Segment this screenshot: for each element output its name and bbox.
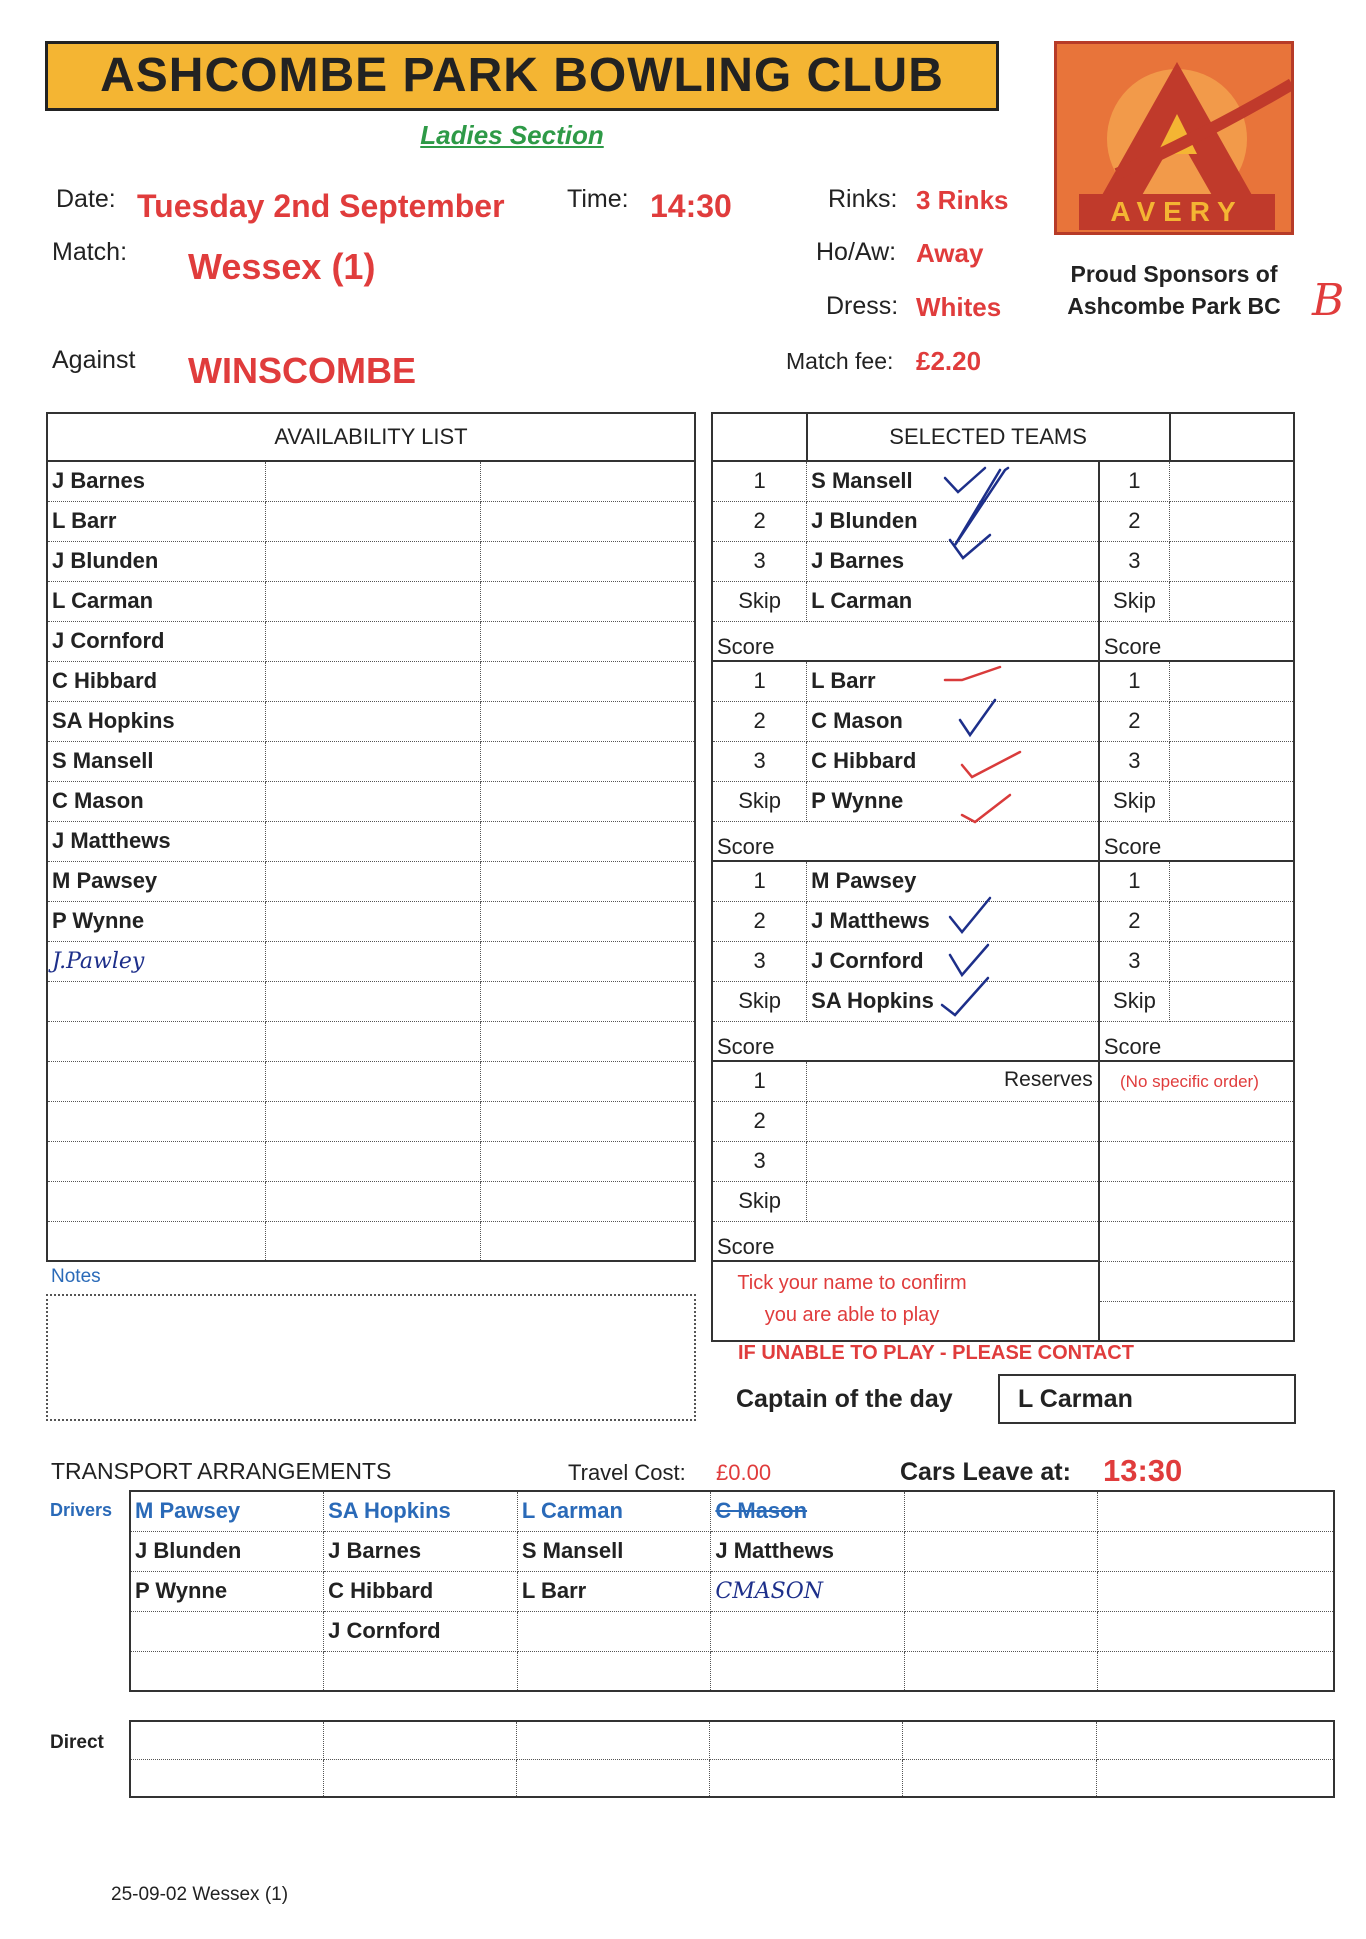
- sponsor-text: Proud Sponsors of Ashcombe Park BC: [1067, 261, 1281, 319]
- player-name: SA Hopkins: [807, 981, 1099, 1021]
- player-name: J Matthews: [807, 901, 1099, 941]
- club-title: ASHCOMBE PARK BOWLING CLUB: [45, 41, 999, 111]
- score-label: Score: [712, 1021, 1099, 1061]
- opp-score-label: Score: [1099, 1021, 1294, 1061]
- selected-title: SELECTED TEAMS: [807, 413, 1170, 461]
- notes-label: Notes: [51, 1266, 101, 1287]
- driver-cell: [1097, 1491, 1334, 1531]
- player-name: J Cornford: [807, 941, 1099, 981]
- contact-note: IF UNABLE TO PLAY - PLEASE CONTACT: [738, 1342, 1134, 1364]
- position: Skip: [712, 1181, 807, 1221]
- opp-position: Skip: [1099, 581, 1170, 621]
- passenger-cell: [711, 1611, 905, 1651]
- passenger-cell: J Matthews: [711, 1531, 905, 1571]
- availability-title: AVAILABILITY LIST: [47, 413, 695, 461]
- availability-name: M Pawsey: [47, 861, 265, 901]
- passenger-cell: [905, 1611, 1097, 1651]
- opp-position: 2: [1099, 701, 1170, 741]
- passenger-cell: C Hibbard: [324, 1571, 518, 1611]
- player-name: P Wynne: [807, 781, 1099, 821]
- direct-cell[interactable]: [516, 1759, 709, 1797]
- position: 1: [712, 1061, 807, 1101]
- opp-position: 3: [1099, 541, 1170, 581]
- availability-name: C Mason: [47, 781, 265, 821]
- passenger-cell: [905, 1571, 1097, 1611]
- availability-name: J Blunden: [47, 541, 265, 581]
- tick-note-line-2: you are able to play: [764, 1304, 940, 1326]
- position: 3: [712, 941, 807, 981]
- driver-cell: SA Hopkins: [324, 1491, 518, 1531]
- player-name: M Pawsey: [807, 861, 1099, 901]
- position: 2: [712, 501, 807, 541]
- position: Skip: [712, 581, 807, 621]
- direct-table: [129, 1720, 1335, 1798]
- direct-row: [130, 1759, 1334, 1797]
- transport-table: [129, 1490, 1335, 1692]
- dress-label: Dress:: [826, 292, 899, 320]
- footer-ref: 25-09-02 Wessex (1): [111, 1884, 289, 1905]
- position: Skip: [712, 981, 807, 1021]
- passenger-cell: [711, 1651, 905, 1691]
- score-label: Score: [712, 621, 1099, 661]
- passenger-row: [130, 1531, 1334, 1571]
- player-name: J Blunden: [807, 501, 1099, 541]
- position: 1: [712, 661, 807, 701]
- rinks-label: Rinks:: [828, 185, 898, 213]
- availability-name: SA Hopkins: [47, 701, 265, 741]
- against-value: WINSCOMBE: [188, 350, 416, 391]
- opp-position: 1: [1099, 661, 1170, 701]
- availability-name: J Barnes: [47, 461, 265, 501]
- passenger-cell: [130, 1611, 324, 1651]
- time-label: Time:: [567, 185, 629, 213]
- section-label: Ladies Section: [420, 120, 604, 150]
- reserves-label: Reserves: [1004, 1068, 1093, 1091]
- opp-position: 1: [1099, 461, 1170, 501]
- date-value: Tuesday 2nd September: [137, 188, 505, 224]
- player-name: S Mansell: [807, 461, 1099, 501]
- notes-box[interactable]: [46, 1294, 696, 1421]
- direct-cell[interactable]: [323, 1759, 516, 1797]
- logo-text: AVERY: [1110, 196, 1244, 227]
- direct-cell[interactable]: [323, 1721, 516, 1759]
- opp-score-label: Score: [1099, 621, 1294, 661]
- position: 3: [712, 541, 807, 581]
- player-name: C Mason: [807, 701, 1099, 741]
- player-name: C Hibbard: [807, 741, 1099, 781]
- availability-name: L Carman: [47, 581, 265, 621]
- passenger-cell: [517, 1611, 711, 1651]
- tick-note: [712, 1267, 992, 1331]
- availability-name: J Matthews: [47, 821, 265, 861]
- position: 3: [712, 1141, 807, 1181]
- passenger-cell: [130, 1651, 324, 1691]
- cars-leave-value: 13:30: [1103, 1453, 1183, 1488]
- score-label: Score: [712, 821, 1099, 861]
- hoaw-value: Away: [916, 238, 984, 268]
- opp-position: 3: [1099, 741, 1170, 781]
- direct-cell[interactable]: [710, 1759, 903, 1797]
- direct-cell[interactable]: [130, 1721, 323, 1759]
- position: 2: [712, 901, 807, 941]
- position: 3: [712, 741, 807, 781]
- drivers-label: Drivers: [50, 1500, 113, 1520]
- captain-label: Captain of the day: [736, 1385, 953, 1413]
- availability-name: C Hibbard: [47, 661, 265, 701]
- passenger-cell: [1097, 1571, 1334, 1611]
- passenger-row: [130, 1571, 1334, 1611]
- direct-cell[interactable]: [710, 1721, 903, 1759]
- rinks-value: 3 Rinks: [916, 185, 1009, 215]
- opp-position: Skip: [1099, 981, 1170, 1021]
- driver-cell: M Pawsey: [130, 1491, 324, 1531]
- availability-name: P Wynne: [47, 901, 265, 941]
- transport-title: TRANSPORT ARRANGEMENTS: [51, 1458, 392, 1484]
- driver-cell: L Carman: [517, 1491, 711, 1531]
- tick-note-line-1: Tick your name to confirm: [737, 1272, 967, 1294]
- passenger-cell: [517, 1651, 711, 1691]
- hoaw-label: Ho/Aw:: [816, 238, 897, 266]
- cars-leave-label: Cars Leave at:: [900, 1458, 1071, 1486]
- passenger-cell: L Barr: [517, 1571, 711, 1611]
- position: 2: [712, 701, 807, 741]
- dress-value: Whites: [916, 292, 1002, 322]
- opp-position: 3: [1099, 941, 1170, 981]
- position: Skip: [712, 781, 807, 821]
- direct-cell[interactable]: [130, 1759, 323, 1797]
- passenger-cell: J Cornford: [324, 1611, 518, 1651]
- opp-position: Skip: [1099, 781, 1170, 821]
- captain-name: L Carman: [998, 1374, 1296, 1424]
- direct-row: [130, 1721, 1334, 1759]
- passenger-cell: [905, 1651, 1097, 1691]
- travel-cost-value: £0.00: [716, 1460, 772, 1485]
- passenger-cell: J Blunden: [130, 1531, 324, 1571]
- player-name: J Barnes: [807, 541, 1099, 581]
- position: 1: [712, 461, 807, 501]
- direct-cell[interactable]: [903, 1759, 1096, 1797]
- passenger-cell: P Wynne: [130, 1571, 324, 1611]
- opp-score-label: Score: [1099, 821, 1294, 861]
- player-name: L Carman: [807, 581, 1099, 621]
- passenger-row: [130, 1651, 1334, 1691]
- direct-cell[interactable]: [1096, 1759, 1334, 1797]
- player-name: L Barr: [807, 661, 1099, 701]
- availability-name: L Barr: [47, 501, 265, 541]
- time-value: 14:30: [650, 188, 732, 224]
- reserves-note: (No specific order): [1120, 1072, 1259, 1091]
- position: 1: [712, 861, 807, 901]
- passenger-row: [130, 1611, 1334, 1651]
- travel-cost-label: Travel Cost:: [568, 1460, 686, 1485]
- direct-cell[interactable]: [1096, 1721, 1334, 1759]
- score-label: Score: [712, 1221, 1099, 1261]
- passenger-cell: [1097, 1611, 1334, 1651]
- availability-name: J Cornford: [47, 621, 265, 661]
- availability-name: J.Pawley: [47, 941, 265, 981]
- date-label: Date:: [56, 185, 116, 213]
- fee-label: Match fee:: [786, 348, 894, 374]
- passenger-cell: S Mansell: [517, 1531, 711, 1571]
- opp-position: 2: [1099, 501, 1170, 541]
- passenger-cell: [905, 1531, 1097, 1571]
- drivers-row: [130, 1491, 1334, 1531]
- match-label: Match:: [52, 238, 128, 266]
- passenger-cell: [1097, 1651, 1334, 1691]
- position: 2: [712, 1101, 807, 1141]
- match-value: Wessex (1): [188, 246, 376, 287]
- passenger-cell: J Barnes: [324, 1531, 518, 1571]
- opp-position: 1: [1099, 861, 1170, 901]
- driver-cell: C Mason: [711, 1491, 905, 1531]
- fee-value: £2.20: [916, 346, 982, 376]
- opp-position: 2: [1099, 901, 1170, 941]
- direct-cell[interactable]: [903, 1721, 1096, 1759]
- driver-cell: [905, 1491, 1097, 1531]
- passenger-cell: [1097, 1531, 1334, 1571]
- against-label: Against: [52, 346, 136, 374]
- passenger-cell: CMASON: [711, 1571, 905, 1611]
- direct-cell[interactable]: [516, 1721, 709, 1759]
- direct-label: Direct: [50, 1732, 104, 1753]
- margin-mark: B: [1312, 275, 1345, 326]
- availability-name: S Mansell: [47, 741, 265, 781]
- passenger-cell: [324, 1651, 518, 1691]
